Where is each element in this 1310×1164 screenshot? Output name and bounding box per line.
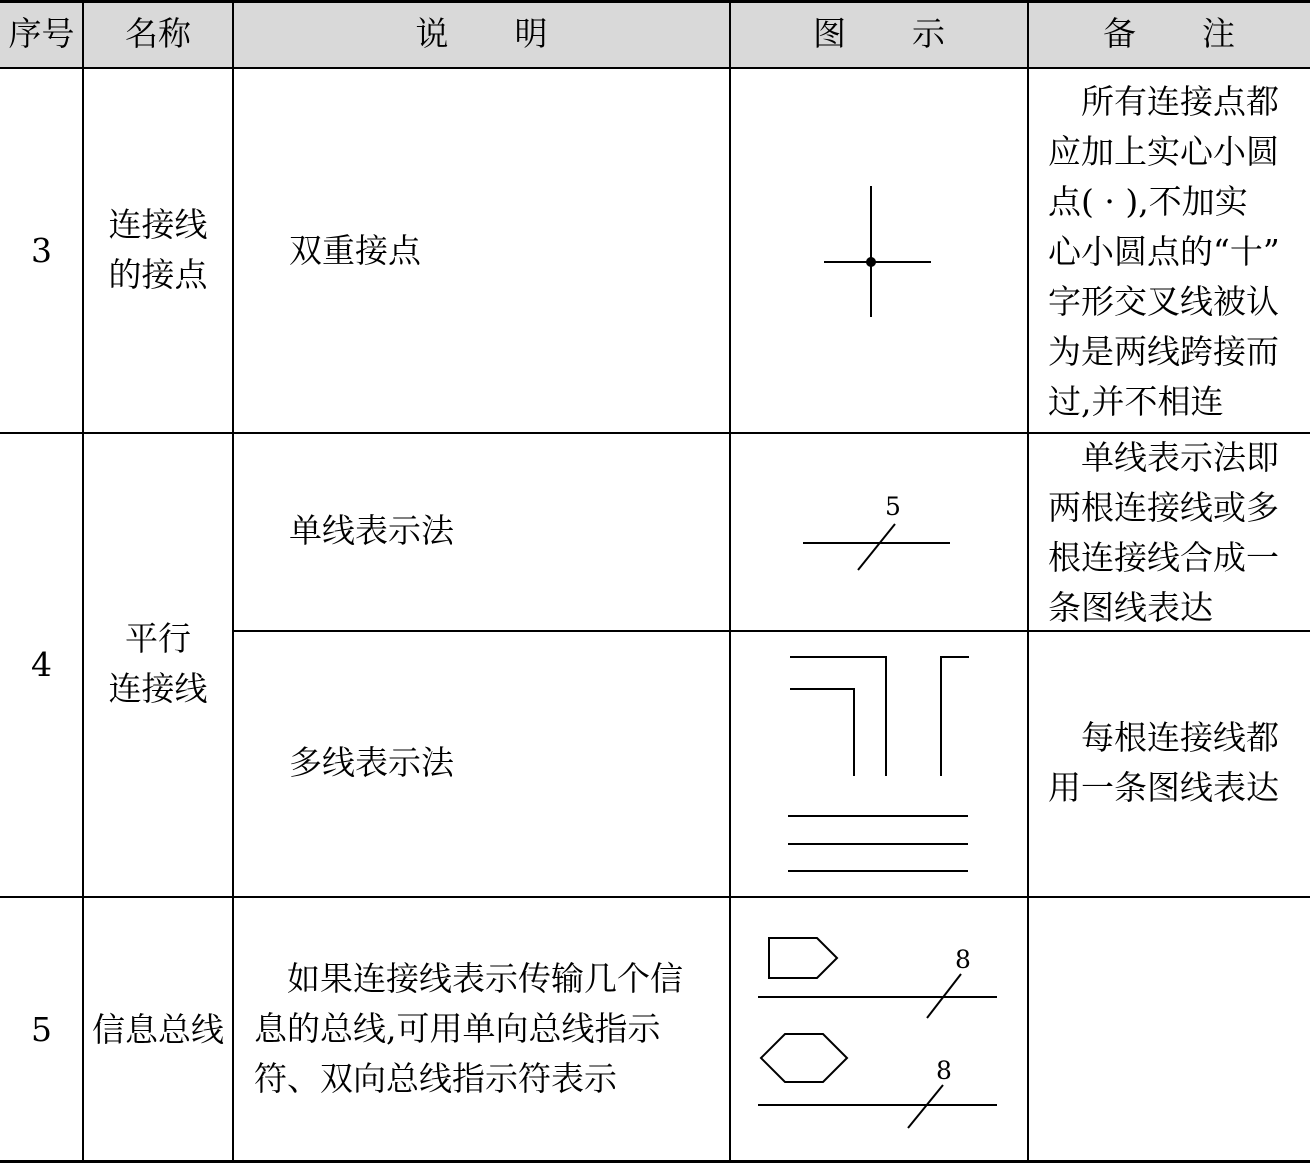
row3-description: 双重接点: [289, 231, 421, 270]
single-line-count-label: 5: [885, 492, 901, 521]
row3-remark-line: 字形交叉线被认: [1048, 282, 1279, 321]
row4a-remark-line: 两根连接线或多: [1048, 488, 1279, 527]
row5-description-line: 符、双向总线指示符表示: [254, 1059, 617, 1098]
header-name: 名称: [125, 14, 191, 53]
row3-index: 3: [31, 231, 52, 270]
row3-remark-line: 为是两线跨接而: [1048, 332, 1279, 371]
row3-name-line2: 的接点: [108, 255, 208, 294]
row5-name: 信息总线: [92, 1010, 224, 1049]
single-line-bundle-icon: [800, 492, 955, 574]
header-index: 序号: [8, 14, 75, 53]
col-divider-2: [232, 0, 234, 1163]
row4a-remark-line: 条图线表达: [1048, 588, 1213, 627]
row4b-remark-line: 每根连接线都: [1048, 718, 1279, 757]
row4a-description: 单线表示法: [289, 511, 454, 550]
col-divider-1: [82, 0, 84, 1163]
row5-description-line: 如果连接线表示传输几个信: [254, 959, 683, 998]
row4b-remark-line: 用一条图线表达: [1048, 768, 1279, 807]
row4b-remark: [1048, 713, 1310, 813]
row3-remark-line: 心小圆点的“十”: [1048, 232, 1280, 271]
header-bottom-border: [0, 67, 1310, 69]
bus-two-label: 8: [936, 1056, 952, 1085]
row5-description-line: 息的总线,可用单向总线指示: [254, 1009, 661, 1048]
row4-name-line1: 平行: [125, 619, 191, 658]
row4a-remark-line: 单线表示法即: [1048, 438, 1279, 477]
row3-remark-line: 所有连接点都: [1048, 82, 1279, 121]
bus-one-label: 8: [955, 945, 971, 974]
col-divider-3: [729, 0, 731, 1163]
row4b-description: 多线表示法: [289, 743, 454, 782]
double-junction-icon: [824, 186, 934, 318]
row4-bottom-border: [0, 896, 1310, 898]
row4a-remark: [1048, 433, 1310, 633]
unidirectional-bus-arrow-icon: [769, 938, 837, 978]
bidirectional-bus-arrow-icon: [761, 1034, 847, 1082]
row4-name-line2: 连接线: [108, 669, 208, 708]
row3-remark: [1048, 77, 1310, 427]
row3-remark-line: 应加上实心小圆: [1048, 132, 1279, 171]
table-top-border: [0, 0, 1310, 3]
col-divider-4: [1027, 0, 1029, 1163]
row5-index: 5: [31, 1010, 52, 1049]
row5-description: [254, 954, 724, 1104]
row4a-remark-line: 根连接线合成一: [1048, 538, 1279, 577]
row3-remark-line: 点( · ),不加实: [1048, 182, 1248, 221]
header-description: 说 明: [415, 14, 548, 53]
row3-remark-line: 过,并不相连: [1048, 382, 1224, 421]
header-remark: 备 注: [1103, 14, 1235, 53]
row4-index: 4: [31, 645, 52, 684]
table-bottom-border: [0, 1160, 1310, 1163]
multi-line-icon: [785, 650, 975, 878]
row3-name-line1: 连接线: [108, 205, 208, 244]
header-symbol: 图 示: [813, 14, 945, 53]
